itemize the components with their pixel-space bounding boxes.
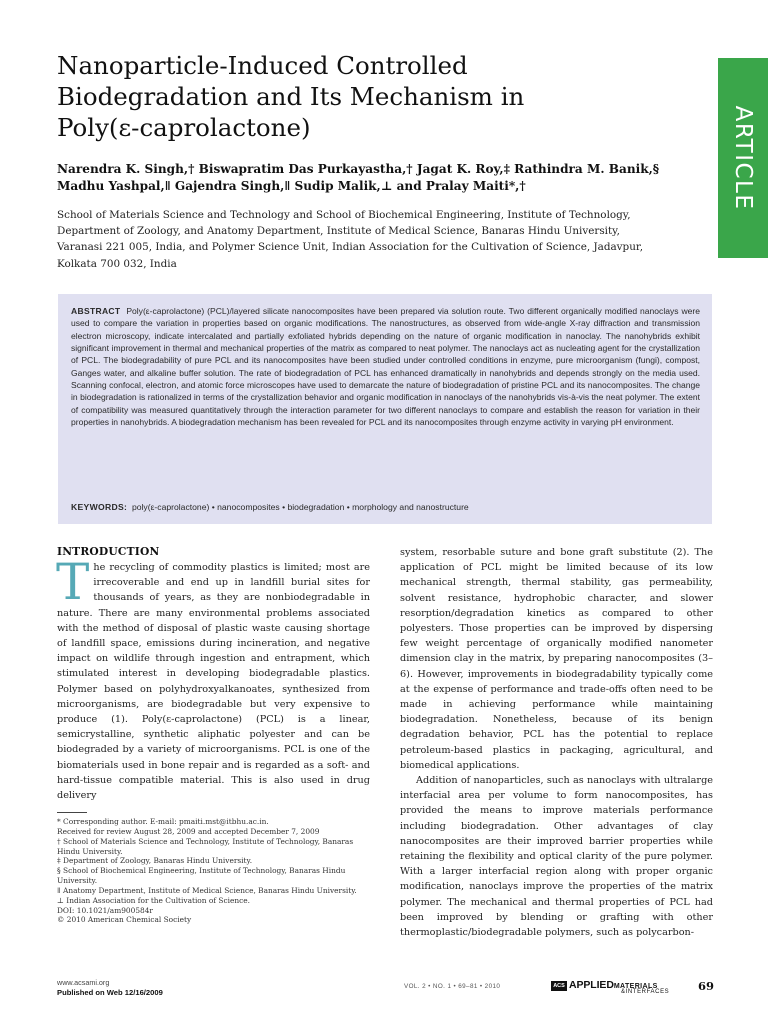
intro-paragraph-text: he recycling of commodity plastics is limited; most are irrecoverable and end up in landfill burial sites for thousands of years, as they are nonbiodegradable in nature. There are many environmental problems associated with the method of disposal of plastic waste causing shortage of landfill space, emissions during incineration, and negative impact on wildlife through ingestion and entrapment, which stimulated interest in developing biodegradable plastics. Polymer based on polyhydroxyalkanoates, synthesized from microorganisms, are biodegradable but very expensive to produce (1). Poly(ε-caprolactone) (PCL) is a linear, semicrystalline, synthetic aliphatic polyester and can be biodegraded by a variety of microorganisms. PCL is one of the biomaterials used in bone repair and is regarded as a soft- and hard-tissue compatible material. This is also used in drug delivery <box>57 562 370 802</box>
volume-info: VOL. 2 • NO. 1 • 69–81 • 2010 <box>404 983 501 990</box>
title-line: Biodegradation and Its Mechanism in <box>57 82 525 111</box>
affiliation <box>57 207 687 272</box>
affiliation-line: Varanasi 221 005, India, and Polymer Science Unit, Indian Association for the Cultivation of Science, Jadavpur, <box>57 241 644 254</box>
footnote: § School of Biochemical Engineering, Institute of Technology, Banaras Hindu University. <box>57 866 346 886</box>
article-type-label: ARTICLE <box>730 105 756 211</box>
publication-date: Published on Web 12/16/2009 <box>57 988 163 997</box>
article-title <box>57 50 677 143</box>
affiliation-line: School of Materials Science and Technology and School of Biochemical Engineering, Institute of Technology, <box>57 209 631 221</box>
intro-paragraph-continued: system, resorbable suture and bone graft substitute (2). The application of PCL might be limited because of its low mechanical strength, thermal stability, gas permeability, solvent resistance, hydrophobic character, and slower resorption/degradation kinetics as compared to other polyesters. Those properties can be improved by dispersing few weight percentage of organically modified nanometer dimension clay in the matrix, by preparing nanocomposites (3–6). However, improvements in biodegradability typically come at the expense of performance and trade-offs often need to be made in achieving performance while maintaining biodegradation. Nonetheless, because of its benign degradation behavior, PCL has the potential to replace petroleum-based plastics in packaging, agricultural, and biomedical applications. <box>400 547 713 771</box>
journal-name-materials: MATERIALS <box>613 983 658 990</box>
journal-name-interfaces: &INTERFACES <box>621 989 670 995</box>
journal-logo <box>551 978 671 998</box>
footnote: † School of Materials Science and Technology, Institute of Technology, Banaras Hindu University. <box>57 836 354 856</box>
author-list <box>57 161 697 195</box>
author-line: Madhu Yashpal,ǁ Gajendra Singh,ǁ Sudip Malik,⊥ and Pralay Maiti*,† <box>57 179 526 193</box>
keywords-text: poly(ε-caprolactone) • nanocomposites • biodegradation • morphology and nanostructure <box>131 502 469 512</box>
footnote: Received for review August 28, 2009 and accepted December 7, 2009 <box>57 826 320 836</box>
author-line: Narendra K. Singh,† Biswapratim Das Purkayastha,† Jagat K. Roy,‡ Rathindra M. Banik,§ <box>57 162 660 176</box>
article-type-tab <box>718 58 768 258</box>
footnote: ⊥ Indian Association for the Cultivation of Science. <box>57 895 250 905</box>
abstract-label: ABSTRACT <box>71 306 121 316</box>
title-line: Poly(ε-caprolactone) <box>57 113 311 142</box>
title-line: Nanoparticle-Induced Controlled <box>57 51 468 80</box>
body-column-left <box>57 545 370 803</box>
section-heading: INTRODUCTION <box>57 545 160 558</box>
journal-name-applied: APPLIED <box>569 979 614 991</box>
footnote: © 2010 American Chemical Society <box>57 915 192 925</box>
intro-paragraph <box>56 553 370 803</box>
keywords <box>71 501 469 513</box>
footnote: ‡ Department of Zoology, Banaras Hindu University. <box>57 856 253 866</box>
footnote: DOI: 10.1021/am900584r <box>57 905 153 915</box>
page-footer-left <box>57 978 163 998</box>
footnote: * Corresponding author. E-mail: pmaiti.mst@itbhu.ac.in. <box>57 817 269 826</box>
page-number: 69 <box>698 979 715 993</box>
affiliation-line: Department of Zoology, and Anatomy Department, Institute of Medical Science, Banaras Hindu University, <box>57 225 620 238</box>
footnote-divider <box>57 812 87 813</box>
abstract-body <box>71 305 700 428</box>
acs-logo-icon: ACS <box>551 981 567 991</box>
drop-cap: T <box>56 553 90 611</box>
footnote: ǁ Anatomy Department, Institute of Medical Science, Banaras Hindu University. <box>57 885 357 895</box>
abstract-box <box>58 294 712 524</box>
keywords-label: KEYWORDS: <box>71 502 128 512</box>
journal-website-link[interactable]: www.acsami.org <box>57 978 110 987</box>
affiliation-line: Kolkata 700 032, India <box>57 257 177 270</box>
body-column-right <box>400 545 713 940</box>
intro-paragraph: Addition of nanoparticles, such as nanoclays with ultralarge interfacial area per volume to form nanocomposites, has provided the means to improve materials performance including biodegradation. Other advantages of clay nanocomposites are their improved barrier properties while retaining the flexibility and optical clarity of the pure polymer. With a larger interfacial region along with proper organic modification, nanoclays improve the properties of the matrix polymer. The mechanical and thermal properties of PCL had been improved by blending or grafting with other thermoplastic/biodegradable polymers, such as polycarbon- <box>400 775 713 939</box>
abstract-text: Poly(ε-caprolactone) (PCL)/layered silicate nanocomposites have been prepared via solution route. Two different organically modified nanoclays were used to compare the variation in properties based on organic modifications. The nanostructures, as observed from wide-angle X-ray diffraction and transmission electron microscopy, indicate intercalated and partially exfoliated hybrids depending on the nature of organic modification in nanoclay. The nanohybrids exhibit significant improvement in thermal and mechanical properties of the matrix as compared to neat polymer. The nanoclays act as nucleating agent for the crystallization of PCL. The biodegradability of pure PCL and its nanocomposites have been studied under controlled conditions in enzyme, pure microorganism (fungi), compost, Ganges water, and alkaline buffer solution. The rate of biodegradation of PCL has enhanced dramatically in nanohybrids and depends strongly on the media used. Scanning confocal, electron, and atomic force microscopes have used to demarcate the nature of biodegradation of pristine PCL and its nanocomposites. The change in biodegradation is rationalized in terms of the crystallization behavior and organic modification in nanoclays of the nanohybrids vis-à-vis the neat polymer. The extent of compatibility was measured quantitatively through the interaction parameter for two different nanoclays to compare and establish the reason for variation in their properties in nanohybrids. A biodegradation mechanism has been revealed for PCL and its nanocomposites through enzyme activity in varying pH environment. <box>71 306 701 428</box>
footnotes <box>57 817 370 925</box>
